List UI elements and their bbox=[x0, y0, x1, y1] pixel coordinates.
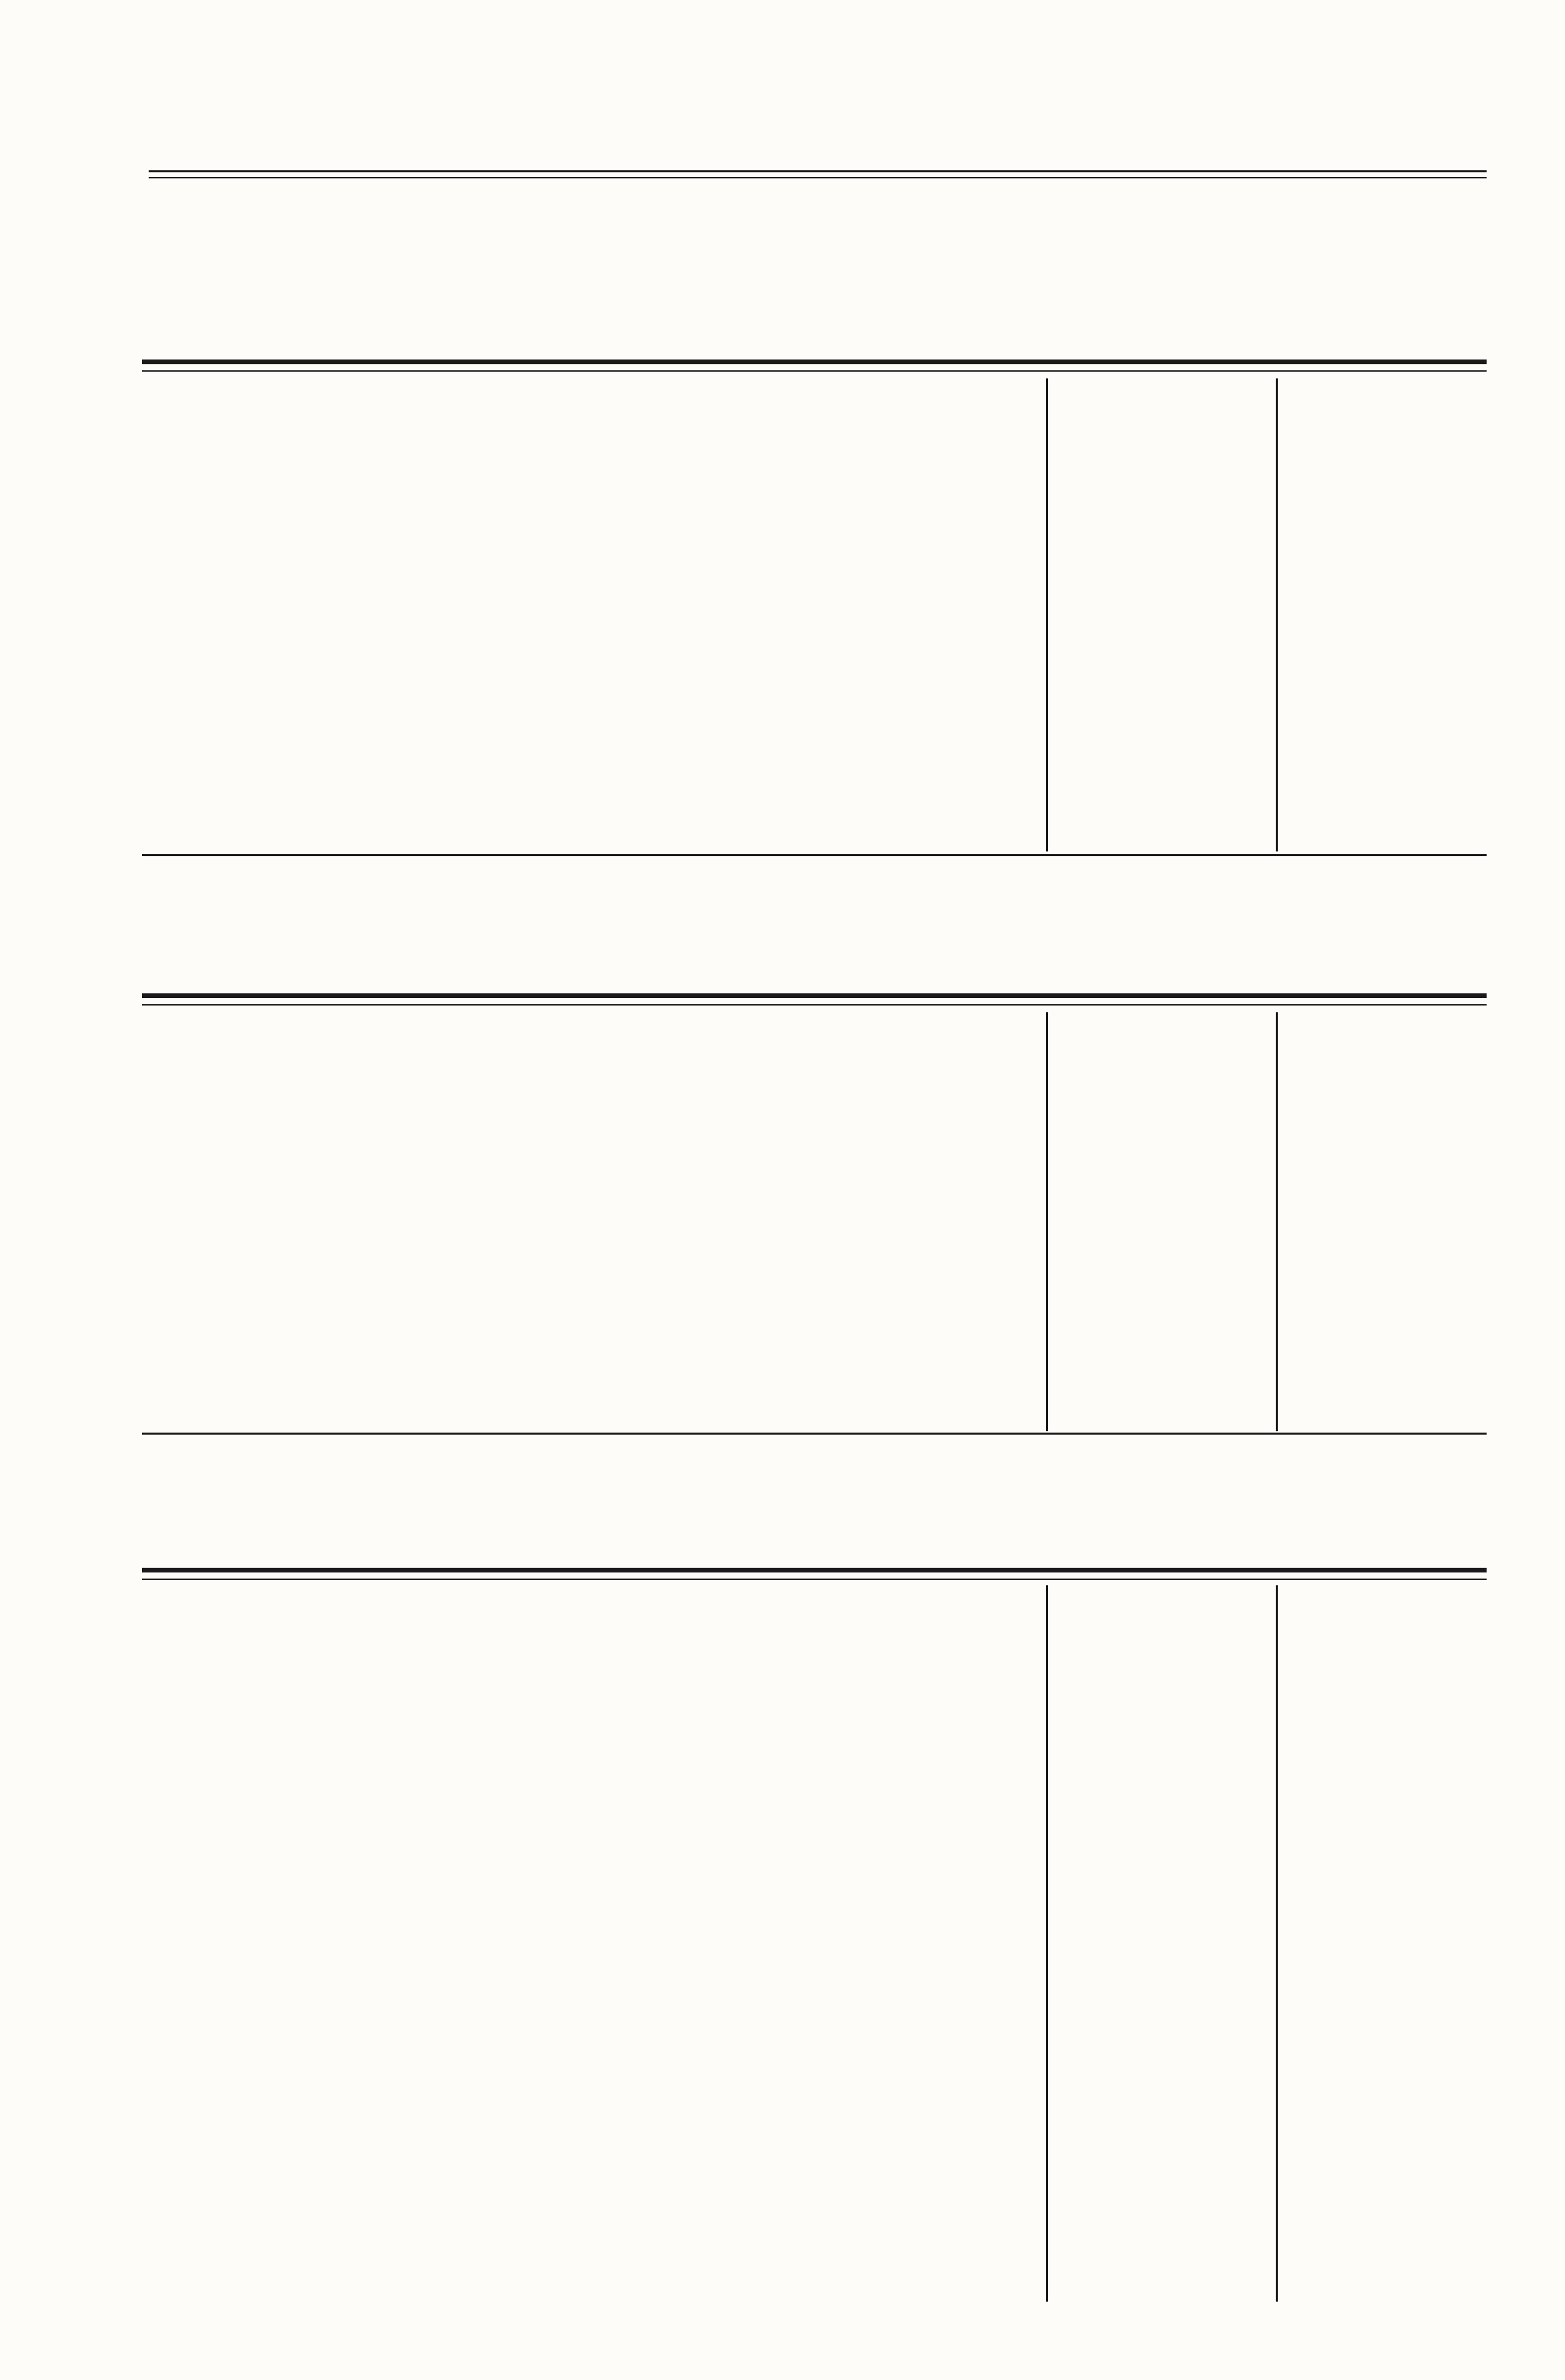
table5-col-divider-1 bbox=[1046, 1012, 1048, 1431]
table6-top-rule-2 bbox=[142, 1579, 1487, 1580]
header-rule bbox=[149, 170, 1487, 172]
table4-bottom-rule bbox=[142, 854, 1487, 856]
table4-top-rule-2 bbox=[142, 370, 1487, 372]
table4-col-divider-2 bbox=[1276, 378, 1278, 851]
table6-col-divider-1 bbox=[1046, 1585, 1048, 2302]
table5-top-rule bbox=[142, 993, 1487, 998]
table6-col-divider-2 bbox=[1276, 1585, 1278, 2302]
table5-top-rule-2 bbox=[142, 1004, 1487, 1006]
table6-top-rule bbox=[142, 1568, 1487, 1572]
table5-bottom-rule bbox=[142, 1433, 1487, 1435]
table4-col-divider-1 bbox=[1046, 378, 1048, 851]
table5-col-divider-2 bbox=[1276, 1012, 1278, 1431]
header-rule-2 bbox=[149, 177, 1487, 178]
table4-top-rule bbox=[142, 360, 1487, 364]
